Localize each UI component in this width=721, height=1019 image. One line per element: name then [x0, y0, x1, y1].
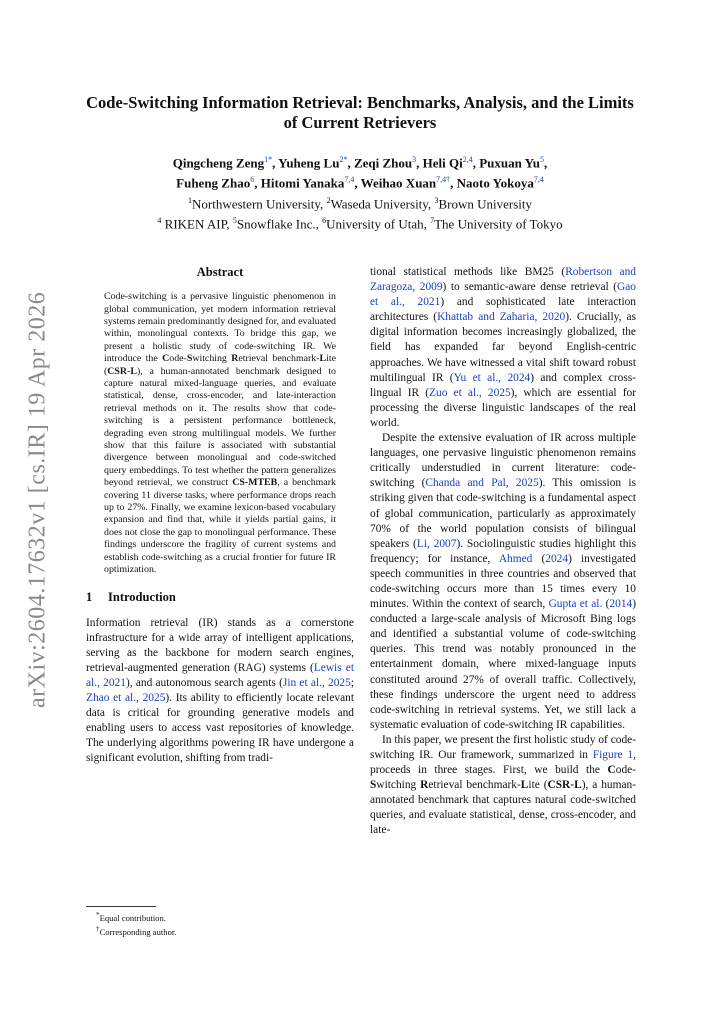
intro-paragraph-4: In this paper, we present the first holistic study of code-switching IR. Our framework, summarized in Figure 1, proceeds in three stages. First, we build the Code-Switching Retrieval benchmark-Lite (CSR-L), a human-annotated benchmark that captures natural code-switched queries, and evaluate statistical, dense, cross-encoder, and late-: [370, 733, 636, 837]
footnote-text: Corresponding author.: [99, 927, 177, 938]
affiliation-name: Brown University: [438, 195, 532, 211]
abstract-text: Code-switching is a pervasive linguistic phenomenon in global communication, yet modern information retrieval systems remain predominantly designed for, and evaluated within, monolingual contexts. To bridge this gap, we present a holistic study of code-switching IR. We introduce the Code-Switching Retrieval benchmark-Lite (CSR-L), a human-annotated benchmark designed to capture natural mixed-language queries, and evaluate statistical, dense, cross-encoder, and late-interaction retrieval methods on it. The results show that code-switching is a persistent performance bottleneck, degrading even strong multilingual models. We further show that this failure is associated with substantial divergence between monolingual and code-switched query embeddings. To test whether the pattern generalizes beyond retrieval, we construct CS-MTEB, a benchmark covering 11 diverse tasks, where performance drops reach up to 27%. Finally, we examine lexicon-based vocabulary expansion and find that, while it yields partial gains, it does not close the gap to monolingual performance. These findings underscore the fragility of current systems and establish code-switching as a crucial frontier for future IR optimization.: [104, 291, 337, 576]
footnote-mark: †: [96, 925, 100, 934]
left-column: [86, 265, 354, 766]
intro-paragraph-2: tional statistical methods like BM25 (Robertson and Zaragoza, 2009) to semantic-aware dense retrieval (Gao et al., 2021) and sophisticated late interaction architectures (Khattab and Zaharia, 2020). Crucially, as digital information becomes increasingly globalized, the field has expanded far beyond English-centric approaches. We have witnessed a vital shift toward robust multilingual IR (Yu et al., 2024) and complex cross-lingual IR (Zuo et al., 2025), which are essential for processing the diverse linguistic landscapes of the real world.: [370, 266, 636, 429]
author-list: [80, 151, 640, 232]
footnote: [86, 910, 354, 924]
affiliation-number: 6: [322, 215, 327, 225]
bold-text: S: [370, 779, 377, 792]
bold-text: CSR-L: [547, 779, 582, 792]
affiliation-name: University of Utah,: [326, 216, 431, 232]
citation-link[interactable]: Zhao et al., 2025: [86, 692, 166, 704]
right-column: [370, 265, 636, 839]
footnote-divider: [86, 906, 156, 907]
author-affiliation-mark: 7,4: [533, 175, 544, 185]
author-name: Heli Qi: [422, 155, 463, 171]
bold-text: C: [607, 764, 616, 777]
author-name: Qingcheng Zeng: [172, 155, 265, 171]
author-name: Yuheng Lu: [278, 155, 340, 171]
bold-text: R: [420, 779, 429, 792]
author-affiliation-mark: 7,4: [344, 175, 355, 185]
affiliation-number: 2: [326, 195, 331, 205]
author-affiliation-mark: 1*: [264, 155, 273, 164]
author-affiliation-mark: 6: [250, 175, 255, 185]
author-affiliation-mark: 5: [540, 155, 545, 164]
intro-paragraph-3: Despite the extensive evaluation of IR across multiple languages, one pervasive linguistic phenomenon remains critically understudied in current literature: code-switching (Chanda and Pal, 2025). This omission is striking given that code-switching is a fundamental aspect of global communication, particularly as approximately 70% of the world population consists of bilingual speakers (Li, 2007). Sociolinguistic studies highlight this frequency; for instance, Ahmed (2024) investigated speech communities in three countries and observed that code-switching occurs more than 15 times every 10 minutes. Within the context of search, Gupta et al. (2014) conducted a large-scale analysis of Microsoft Bing logs and identified a substantial volume of code-switching queries. This trend was notably pronounced in the entertainment domain, where mixed-language inputs constituted around 27% of overall traffic. Collectively, these findings underscore the urgent need to address code-switching in retrieval systems. Yet, we still lack a systematic evaluation of code-switching IR capabilities.: [370, 432, 637, 731]
footnotes: [86, 910, 354, 939]
citation-link[interactable]: Ahmed: [498, 552, 533, 565]
affiliation-name: The University of Tokyo: [434, 216, 563, 232]
citation-link[interactable]: Zuo et al., 2025: [429, 386, 511, 399]
citation-link[interactable]: Lewis et al., 2021: [86, 661, 354, 689]
citation-link[interactable]: Figure 1: [592, 749, 634, 761]
affiliation-name: RIKEN AIP,: [161, 216, 233, 232]
affiliation-name: Northwestern University,: [192, 195, 327, 211]
bold-text: C: [162, 353, 170, 365]
bold-text: L: [520, 779, 529, 792]
affiliation-number: 4: [157, 215, 162, 225]
author-affiliation-mark: 7,4†: [436, 175, 451, 185]
citation-link[interactable]: Yu et al., 2024: [453, 371, 531, 384]
citation-link[interactable]: Gao et al., 2021: [370, 281, 636, 309]
paper-header: [80, 93, 640, 232]
arxiv-identifier: arXiv:2604.17632v1 [cs.IR] 19 Apr 2026: [24, 291, 51, 709]
author-name: Hitomi Yanaka: [260, 175, 345, 191]
affiliations-line-2: [80, 212, 640, 232]
bold-text: R: [231, 353, 239, 365]
section-title: Introduction: [108, 590, 176, 605]
footnote-mark: *: [96, 911, 100, 919]
author-affiliation-mark: 2,4: [462, 155, 473, 164]
citation-link[interactable]: 2024: [545, 552, 569, 565]
citation-link[interactable]: Li, 2007: [416, 537, 457, 550]
citation-link[interactable]: Robertson and Zaragoza, 2009: [370, 266, 636, 294]
author-name: Zeqi Zhou: [353, 155, 413, 171]
affiliation-number: 3: [434, 195, 439, 205]
author-name: Weihao Xuan: [360, 175, 437, 191]
bold-text: L: [319, 353, 327, 365]
bold-text: S: [186, 353, 193, 365]
footnote-text: Equal contribution.: [99, 912, 166, 923]
citation-link[interactable]: Gupta et al.: [548, 598, 603, 611]
author-affiliation-mark: 2*: [339, 155, 348, 164]
affiliation-number: 5: [232, 215, 237, 225]
paper-title: Code-Switching Information Retrieval: Benchmarks, Analysis, and the Limits of Current Retrievers: [86, 93, 634, 132]
citation-link[interactable]: Chanda and Pal, 2025: [425, 477, 539, 490]
bold-text: CSR-L: [107, 365, 137, 377]
footnote: [86, 924, 354, 938]
intro-paragraph-1: Information retrieval (IR) stands as a cornerstone infrastructure for a wide array of intelligent applications, serving as the backbone for modern search engines, retrieval-augmented generation (RAG) systems (Lewis et al., 2021), and autonomous search agents (Jin et al., 2025; Zhao et al., 2025). Its ability to efficiently locate relevant data is critical for grounding generative models and enabling users to access vast repositories of knowledge. The underlying algorithms powering IR have undergone a significant evolution, shifting from tradi-: [86, 616, 354, 765]
author-name: Naoto Yokoya: [456, 175, 534, 191]
affiliation-number: 7: [430, 215, 435, 225]
author-names: Qingcheng Zeng$^{1*}$, Yuheng $Lu^{2*}$, Zeqi Zhou$^3$, Heli Qi$^{2,4}$, Puxuan Yu$^5$, Fuheng Zhao$^6$, Hitomi Yanaka$^{7,4}$, Weihao Xuan$^{7,4\dagger}$, Naoto Yokoya$^{7,4}$: [172, 155, 548, 191]
author-name: Puxuan Yu: [479, 155, 541, 171]
citation-link[interactable]: Khattab and Zaharia, 2020: [437, 311, 566, 324]
author-name: Fuheng Zhao: [176, 175, 251, 191]
affiliation-name: Snowflake Inc.,: [236, 216, 323, 232]
affiliation-name: Waseda University,: [330, 195, 435, 211]
affiliation-number: 1: [188, 195, 193, 205]
citation-link[interactable]: 2014: [609, 598, 633, 611]
abstract-heading: Abstract: [196, 265, 244, 279]
section-heading-introduction: [86, 590, 354, 605]
bold-text: CS-MTEB: [232, 477, 278, 489]
affiliations-line-1: [80, 192, 640, 212]
section-number: 1: [86, 590, 93, 605]
author-affiliation-mark: 3: [412, 155, 417, 164]
citation-link[interactable]: Jin et al., 2025: [282, 676, 351, 689]
